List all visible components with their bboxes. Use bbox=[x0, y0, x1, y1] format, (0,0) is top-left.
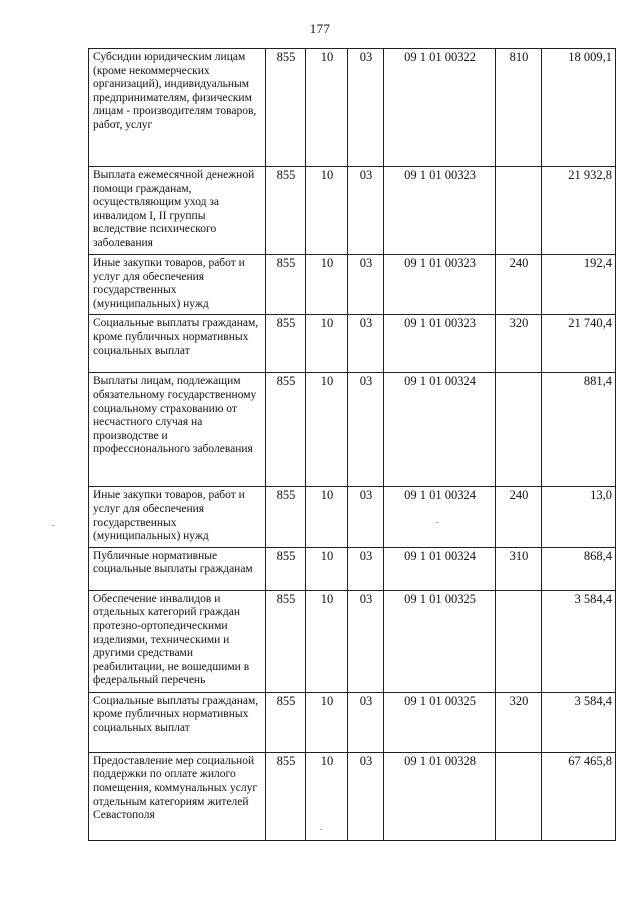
amount: 192,4 bbox=[542, 255, 616, 315]
section-code: 10 bbox=[306, 167, 348, 255]
page-number: 177 bbox=[309, 21, 331, 36]
section-code: 10 bbox=[306, 547, 348, 590]
scan-speck bbox=[436, 522, 438, 523]
scan-speck bbox=[52, 525, 54, 526]
target-article-code: 09 1 01 00322 bbox=[384, 49, 496, 167]
ministry-code: 855 bbox=[266, 315, 306, 373]
amount: 18 009,1 bbox=[542, 49, 616, 167]
target-article-code: 09 1 01 00323 bbox=[384, 167, 496, 255]
expense-type-code: 240 bbox=[496, 487, 542, 547]
table-row bbox=[89, 49, 616, 167]
expense-type-code bbox=[496, 752, 542, 840]
row-name: Иные закупки товаров, работ и услуг для обеспечения государственных (муниципальных) нужд bbox=[89, 255, 266, 315]
table-row bbox=[89, 373, 616, 487]
subsection-code: 03 bbox=[348, 167, 384, 255]
subsection-code: 03 bbox=[348, 315, 384, 373]
expense-type-code: 320 bbox=[496, 315, 542, 373]
scan-speck bbox=[320, 829, 322, 830]
expense-type-code: 810 bbox=[496, 49, 542, 167]
target-article-code: 09 1 01 00323 bbox=[384, 315, 496, 373]
expense-type-code bbox=[496, 167, 542, 255]
section-code: 10 bbox=[306, 752, 348, 840]
expense-type-code bbox=[496, 590, 542, 692]
table-row bbox=[89, 547, 616, 590]
ministry-code: 855 bbox=[266, 487, 306, 547]
table-row bbox=[89, 752, 616, 840]
amount: 21 740,4 bbox=[542, 315, 616, 373]
section-code: 10 bbox=[306, 49, 348, 167]
row-name: Обеспечение инвалидов и отдельных категорий граждан протезно-ортопедическими изделиями, техническими и другими средствами реабилитации, не вошедшими в федеральный перечень bbox=[89, 590, 266, 692]
table-row bbox=[89, 255, 616, 315]
amount: 868,4 bbox=[542, 547, 616, 590]
ministry-code: 855 bbox=[266, 590, 306, 692]
row-name: Субсидии юридическим лицам (кроме некоммерческих организаций), индивидуальным предпринимателям, физическим лицам - производителям товаров, работ, услуг bbox=[89, 49, 266, 167]
amount: 67 465,8 bbox=[542, 752, 616, 840]
amount: 881,4 bbox=[542, 373, 616, 487]
subsection-code: 03 bbox=[348, 49, 384, 167]
table-row bbox=[89, 315, 616, 373]
section-code: 10 bbox=[306, 255, 348, 315]
amount: 13,0 bbox=[542, 487, 616, 547]
row-name: Выплата ежемесячной денежной помощи гражданам, осуществляющим уход за инвалидом I, II группы вследствие психического заболевания bbox=[89, 167, 266, 255]
table-row bbox=[89, 692, 616, 752]
target-article-code: 09 1 01 00325 bbox=[384, 590, 496, 692]
table-row bbox=[89, 487, 616, 547]
row-name: Социальные выплаты гражданам, кроме публичных нормативных социальных выплат bbox=[89, 692, 266, 752]
row-name: Предоставление мер социальной поддержки по оплате жилого помещения, коммунальных услуг отдельным категориям жителей Севастополя bbox=[89, 752, 266, 840]
row-name: Социальные выплаты гражданам, кроме публичных нормативных социальных выплат bbox=[89, 315, 266, 373]
subsection-code: 03 bbox=[348, 373, 384, 487]
expense-type-code bbox=[496, 373, 542, 487]
target-article-code: 09 1 01 00324 bbox=[384, 547, 496, 590]
table-row bbox=[89, 590, 616, 692]
subsection-code: 03 bbox=[348, 752, 384, 840]
section-code: 10 bbox=[306, 487, 348, 547]
section-code: 10 bbox=[306, 373, 348, 487]
ministry-code: 855 bbox=[266, 167, 306, 255]
section-code: 10 bbox=[306, 590, 348, 692]
target-article-code: 09 1 01 00323 bbox=[384, 255, 496, 315]
amount: 21 932,8 bbox=[542, 167, 616, 255]
amount: 3 584,4 bbox=[542, 692, 616, 752]
target-article-code: 09 1 01 00328 bbox=[384, 752, 496, 840]
ministry-code: 855 bbox=[266, 547, 306, 590]
table-row bbox=[89, 167, 616, 255]
row-name: Выплаты лицам, подлежащим обязательному государственному социальному страхованию от несчастного случая на производстве и профессионального заболевания bbox=[89, 373, 266, 487]
row-name: Публичные нормативные социальные выплаты гражданам bbox=[89, 547, 266, 590]
subsection-code: 03 bbox=[348, 487, 384, 547]
target-article-code: 09 1 01 00324 bbox=[384, 487, 496, 547]
target-article-code: 09 1 01 00325 bbox=[384, 692, 496, 752]
expense-type-code: 240 bbox=[496, 255, 542, 315]
ministry-code: 855 bbox=[266, 692, 306, 752]
row-name: Иные закупки товаров, работ и услуг для обеспечения государственных (муниципальных) нужд bbox=[89, 487, 266, 547]
subsection-code: 03 bbox=[348, 255, 384, 315]
ministry-code: 855 bbox=[266, 752, 306, 840]
subsection-code: 03 bbox=[348, 590, 384, 692]
section-code: 10 bbox=[306, 692, 348, 752]
subsection-code: 03 bbox=[348, 692, 384, 752]
ministry-code: 855 bbox=[266, 49, 306, 167]
ministry-code: 855 bbox=[266, 255, 306, 315]
ministry-code: 855 bbox=[266, 373, 306, 487]
target-article-code: 09 1 01 00324 bbox=[384, 373, 496, 487]
budget-table bbox=[88, 48, 616, 841]
subsection-code: 03 bbox=[348, 547, 384, 590]
section-code: 10 bbox=[306, 315, 348, 373]
expense-type-code: 320 bbox=[496, 692, 542, 752]
expense-type-code: 310 bbox=[496, 547, 542, 590]
amount: 3 584,4 bbox=[542, 590, 616, 692]
